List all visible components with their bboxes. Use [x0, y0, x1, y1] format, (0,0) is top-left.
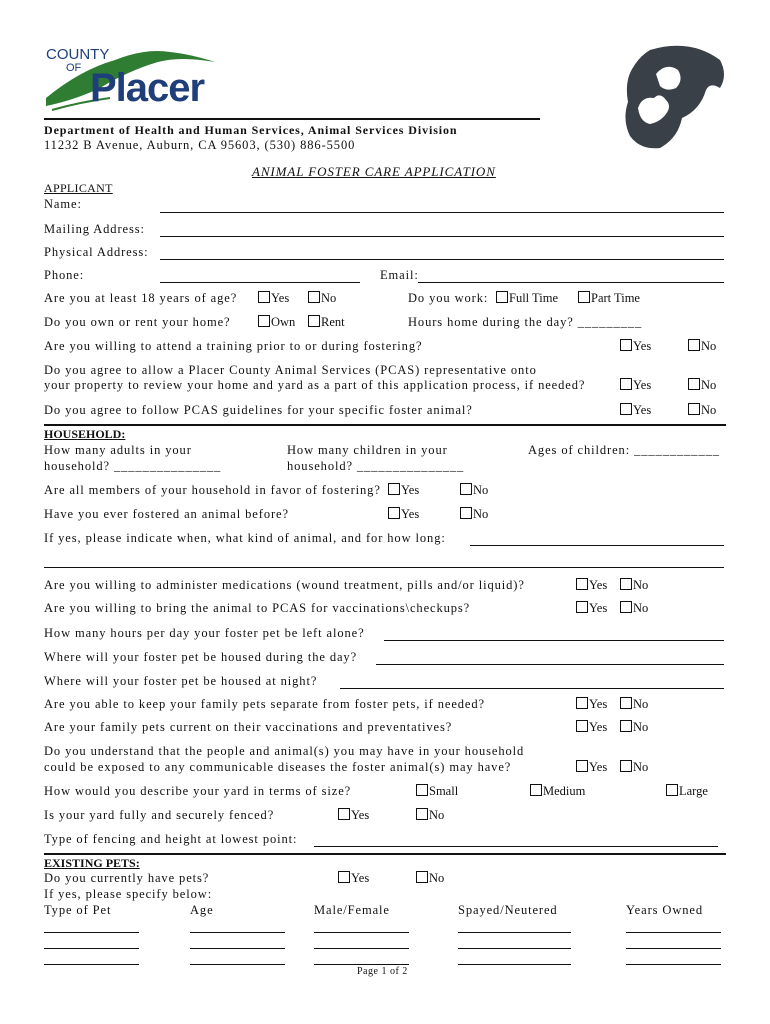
- rent-option[interactable]: [308, 315, 345, 330]
- column-header-age: Age: [190, 903, 214, 917]
- logo-county-text: COUNTY: [46, 46, 110, 63]
- if-yes-field[interactable]: [470, 545, 724, 546]
- understand-question-line2: could be exposed to any communicable diseases the foster animal(s) may have?: [44, 760, 512, 774]
- name-label: Name:: [44, 197, 82, 211]
- fencing-type-question: Type of fencing and height at lowest point:: [44, 832, 298, 846]
- no-label: No: [429, 808, 445, 822]
- separate-no[interactable]: [620, 697, 648, 712]
- pet-spayed-field[interactable]: [458, 948, 571, 949]
- checkbox[interactable]: [460, 507, 472, 519]
- checkbox[interactable]: [258, 315, 270, 327]
- pet-age-field[interactable]: [190, 948, 285, 949]
- yes-label: Yes: [633, 378, 652, 392]
- yes-label: Yes: [401, 483, 420, 497]
- physical-field[interactable]: [160, 259, 724, 260]
- checkbox[interactable]: [688, 378, 700, 390]
- work-full-time[interactable]: [496, 291, 558, 306]
- checkbox[interactable]: [530, 784, 542, 796]
- pet-age-field[interactable]: [190, 932, 285, 933]
- checkbox[interactable]: [620, 578, 632, 590]
- housed-day-field[interactable]: [376, 664, 724, 665]
- training-yes[interactable]: [620, 339, 651, 354]
- bring-to-pcas-question: Are you willing to bring the animal to PCAS for vaccinations\checkups?: [44, 601, 471, 615]
- yes-label: Yes: [633, 339, 652, 353]
- checkbox[interactable]: [416, 808, 428, 820]
- animal-silhouette-icon: [620, 40, 730, 155]
- yes-label: Yes: [271, 291, 290, 305]
- checkbox[interactable]: [416, 784, 428, 796]
- favor-no[interactable]: [460, 483, 488, 498]
- phone-label: Phone:: [44, 268, 85, 282]
- checkbox[interactable]: [620, 403, 632, 415]
- pet-type-field[interactable]: [44, 932, 139, 933]
- full-time-label: Full Time: [509, 291, 558, 305]
- yes-label: Yes: [589, 578, 608, 592]
- housed-night-field[interactable]: [340, 688, 724, 689]
- checkbox[interactable]: [688, 403, 700, 415]
- pet-years-field[interactable]: [626, 932, 721, 933]
- favor-yes[interactable]: [388, 483, 419, 498]
- fostered-yes[interactable]: [388, 507, 419, 522]
- no-label: No: [633, 697, 649, 711]
- if-yes-field-line2[interactable]: [44, 567, 724, 568]
- if-yes-question: If yes, please indicate when, what kind of animal, and for how long:: [44, 531, 446, 545]
- training-question: Are you willing to attend a training prior to or during fostering?: [44, 339, 423, 353]
- age-question: Are you at least 18 years of age?: [44, 291, 238, 305]
- column-header-years: Years Owned: [626, 903, 704, 917]
- no-label: No: [701, 339, 717, 353]
- pet-years-field[interactable]: [626, 948, 721, 949]
- pcas-visit-question-line2: your property to review your home and yard as a part of this application process, if needed?: [44, 378, 586, 392]
- checkbox[interactable]: [388, 507, 400, 519]
- checkbox[interactable]: [308, 315, 320, 327]
- no-label: No: [633, 720, 649, 734]
- medium-label: Medium: [543, 784, 586, 798]
- housed-night-question: Where will your foster pet be housed at night?: [44, 674, 318, 688]
- children-question-line2: household? _______________: [287, 459, 465, 473]
- no-label: No: [633, 578, 649, 592]
- column-header-spayed: Spayed/Neutered: [458, 903, 558, 917]
- phone-field[interactable]: [160, 282, 360, 283]
- hours-alone-field[interactable]: [384, 640, 724, 641]
- favor-question: Are all members of your household in favor of fostering?: [44, 483, 381, 497]
- fenced-no[interactable]: [416, 808, 444, 823]
- checkbox[interactable]: [576, 760, 588, 772]
- yes-label: Yes: [589, 720, 608, 734]
- yard-medium[interactable]: [530, 784, 585, 799]
- checkbox[interactable]: [258, 291, 270, 303]
- column-header-type: Type of Pet: [44, 903, 112, 917]
- yes-label: Yes: [589, 697, 608, 711]
- yes-label: Yes: [633, 403, 652, 417]
- pet-spayed-field[interactable]: [458, 932, 571, 933]
- have-pets-yes[interactable]: [338, 871, 369, 886]
- hours-home-question: Hours home during the day? _________: [408, 315, 643, 329]
- no-label: No: [701, 378, 717, 392]
- no-label: No: [429, 871, 445, 885]
- pcas-visit-yes[interactable]: [620, 378, 651, 393]
- checkbox[interactable]: [338, 808, 350, 820]
- checkbox[interactable]: [620, 378, 632, 390]
- specify-below: If yes, please specify below:: [44, 887, 213, 901]
- yard-small[interactable]: [416, 784, 458, 799]
- page-number: Page 1 of 2: [357, 966, 408, 977]
- mailing-field[interactable]: [160, 236, 724, 237]
- checkbox[interactable]: [460, 483, 472, 495]
- pet-type-field[interactable]: [44, 964, 139, 965]
- existing-pets-heading: EXISTING PETS:: [44, 856, 140, 870]
- adults-question-line1: How many adults in your: [44, 443, 192, 457]
- pet-sex-field[interactable]: [314, 964, 409, 965]
- checkbox[interactable]: [666, 784, 678, 796]
- part-time-label: Part Time: [591, 291, 640, 305]
- checkbox[interactable]: [496, 291, 508, 303]
- applicant-heading: APPLICANT: [44, 181, 113, 195]
- pet-sex-field[interactable]: [314, 948, 409, 949]
- vaccinations-current-question: Are your family pets current on their vaccinations and preventatives?: [44, 720, 453, 734]
- age-yes[interactable]: [258, 291, 289, 306]
- yes-label: Yes: [401, 507, 420, 521]
- checkbox[interactable]: [308, 291, 320, 303]
- yard-large[interactable]: [666, 784, 708, 799]
- email-label: Email:: [380, 268, 419, 282]
- hours-alone-question: How many hours per day your foster pet be left alone?: [44, 626, 365, 640]
- fostered-no[interactable]: [460, 507, 488, 522]
- checkbox[interactable]: [576, 578, 588, 590]
- adults-question-line2: household? _______________: [44, 459, 222, 473]
- no-label: No: [633, 601, 649, 615]
- checkbox[interactable]: [620, 760, 632, 772]
- work-part-time[interactable]: [578, 291, 640, 306]
- column-header-sex: Male/Female: [314, 903, 390, 917]
- pet-spayed-field[interactable]: [458, 964, 571, 965]
- header-rule: [44, 118, 540, 120]
- email-field[interactable]: [418, 282, 724, 283]
- logo-of-text: OF: [66, 62, 82, 74]
- checkbox[interactable]: [576, 720, 588, 732]
- no-label: No: [701, 403, 717, 417]
- checkbox[interactable]: [388, 483, 400, 495]
- fenced-yes[interactable]: [338, 808, 369, 823]
- mailing-label: Mailing Address:: [44, 222, 145, 236]
- checkbox[interactable]: [576, 697, 588, 709]
- work-question: Do you work:: [408, 291, 489, 305]
- fenced-question: Is your yard fully and securely fenced?: [44, 808, 275, 822]
- physical-label: Physical Address:: [44, 245, 149, 259]
- bring-no[interactable]: [620, 601, 648, 616]
- current-yes[interactable]: [576, 720, 607, 735]
- yes-label: Yes: [589, 601, 608, 615]
- fencing-type-field[interactable]: [314, 846, 718, 847]
- current-no[interactable]: [620, 720, 648, 735]
- form-title: ANIMAL FOSTER CARE APPLICATION: [252, 164, 496, 179]
- checkbox[interactable]: [620, 339, 632, 351]
- guidelines-question: Do you agree to follow PCAS guidelines for your specific foster animal?: [44, 403, 473, 417]
- checkbox[interactable]: [688, 339, 700, 351]
- checkbox[interactable]: [620, 697, 632, 709]
- rent-label: Rent: [321, 315, 345, 329]
- pcas-visit-no[interactable]: [688, 378, 716, 393]
- bring-yes[interactable]: [576, 601, 607, 616]
- section-rule-existing: [44, 853, 726, 855]
- pcas-visit-question-line1: Do you agree to allow a Placer County Animal Services (PCAS) representative onto: [44, 363, 537, 377]
- section-rule-household: [44, 424, 726, 426]
- own-label: Own: [271, 315, 296, 329]
- no-label: No: [633, 760, 649, 774]
- separate-yes[interactable]: [576, 697, 607, 712]
- medications-yes[interactable]: [576, 578, 607, 593]
- yes-label: Yes: [351, 808, 370, 822]
- training-no[interactable]: [688, 339, 716, 354]
- yes-label: Yes: [589, 760, 608, 774]
- age-no[interactable]: [308, 291, 336, 306]
- county-logo: [40, 40, 240, 120]
- separate-pets-question: Are you able to keep your family pets separate from foster pets, if needed?: [44, 697, 485, 711]
- guidelines-no[interactable]: [688, 403, 716, 418]
- medications-question: Are you willing to administer medications (wound treatment, pills and/or liquid)?: [44, 578, 525, 592]
- checkbox[interactable]: [620, 601, 632, 613]
- no-label: No: [473, 483, 489, 497]
- own-rent-question: Do you own or rent your home?: [44, 315, 231, 329]
- name-field[interactable]: [160, 212, 724, 213]
- guidelines-yes[interactable]: [620, 403, 651, 418]
- children-question-line1: How many children in your: [287, 443, 448, 457]
- housed-day-question: Where will your foster pet be housed during the day?: [44, 650, 358, 664]
- understand-yes[interactable]: [576, 760, 607, 775]
- pet-years-field[interactable]: [626, 964, 721, 965]
- yard-size-question: How would you describe your yard in terms of size?: [44, 784, 352, 798]
- checkbox[interactable]: [578, 291, 590, 303]
- small-label: Small: [429, 784, 459, 798]
- pet-type-field[interactable]: [44, 948, 139, 949]
- pet-sex-field[interactable]: [314, 932, 409, 933]
- checkbox[interactable]: [620, 720, 632, 732]
- household-heading: HOUSEHOLD:: [44, 427, 126, 441]
- understand-question-line1: Do you understand that the people and animal(s) you may have in your household: [44, 744, 525, 758]
- have-pets-no[interactable]: [416, 871, 444, 886]
- large-label: Large: [679, 784, 708, 798]
- department-text: Department of Health and Human Services, Animal Services Division: [44, 123, 458, 137]
- fostered-question: Have you ever fostered an animal before?: [44, 507, 289, 521]
- animal-services-logo: [620, 40, 730, 155]
- no-label: No: [473, 507, 489, 521]
- own-option[interactable]: [258, 315, 295, 330]
- have-pets-question: Do you currently have pets?: [44, 871, 210, 885]
- logo-placer-text: Placer: [90, 66, 205, 110]
- address-text: 11232 B Avenue, Auburn, CA 95603, (530) 886-5500: [44, 138, 356, 152]
- checkbox[interactable]: [416, 871, 428, 883]
- yes-label: Yes: [351, 871, 370, 885]
- pet-age-field[interactable]: [190, 964, 285, 965]
- understand-no[interactable]: [620, 760, 648, 775]
- ages-question: Ages of children: ____________: [528, 443, 720, 457]
- no-label: No: [321, 291, 337, 305]
- checkbox[interactable]: [576, 601, 588, 613]
- checkbox[interactable]: [338, 871, 350, 883]
- medications-no[interactable]: [620, 578, 648, 593]
